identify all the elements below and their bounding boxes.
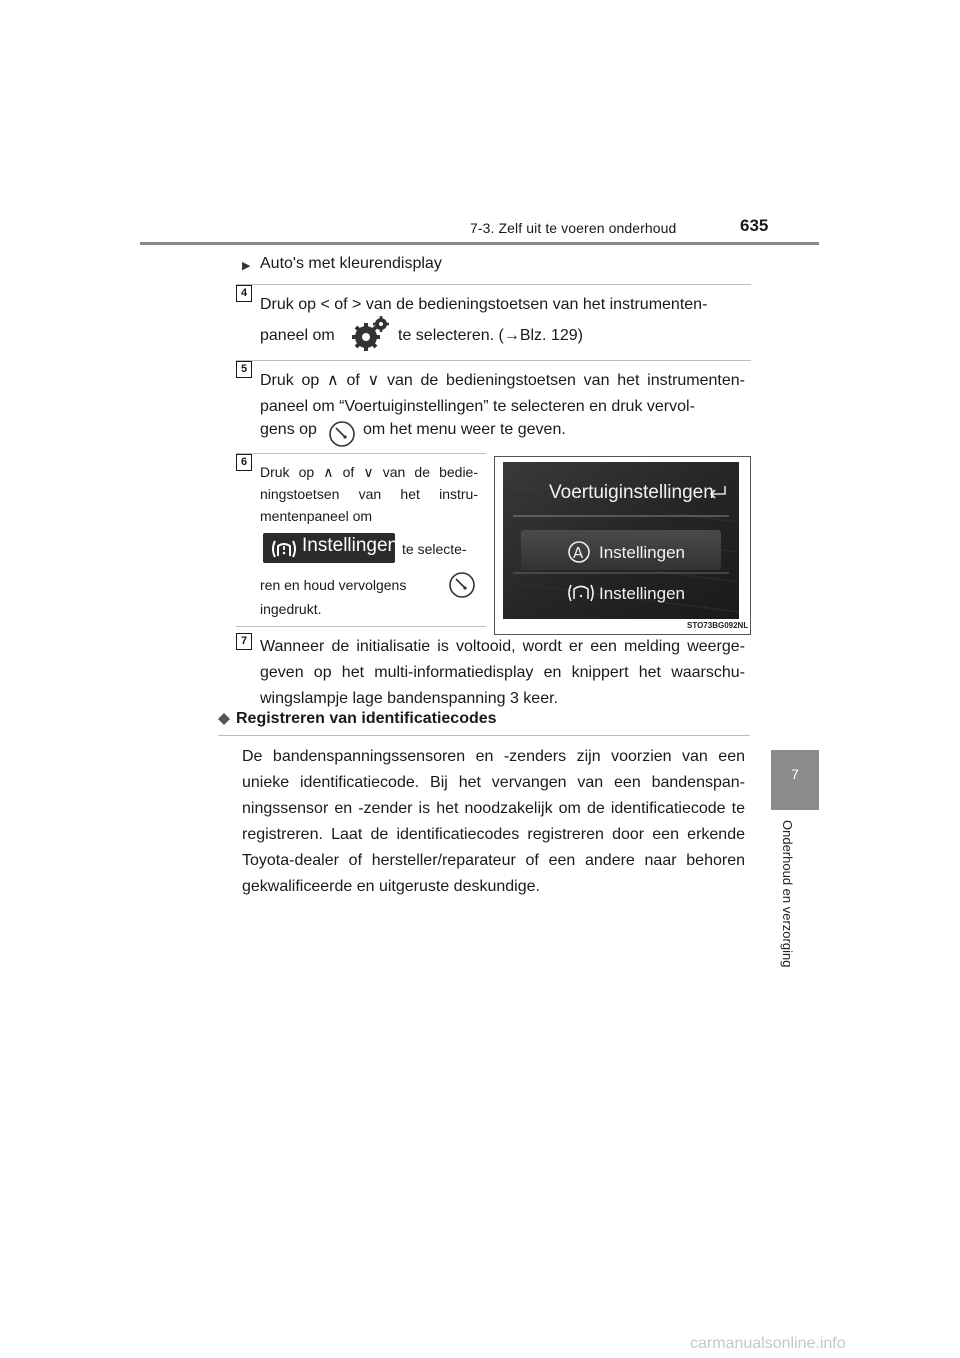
condition-bullet: Auto's met kleurendisplay	[260, 255, 442, 272]
bullet-arrow-icon: ▶	[242, 260, 251, 272]
step-4-text-end: te selecteren. (→Blz. 129)	[398, 327, 583, 344]
step-6-text-cont: te selecte-	[402, 541, 467, 557]
figure-menu-item-auto: Instellingen	[599, 543, 686, 562]
step-4-text: Druk op < of > van de bedieningstoetsen van het instrumenten-	[260, 296, 708, 313]
enter-button-icon	[447, 570, 477, 605]
figure-menu-item-tpms: Instellingen	[599, 584, 686, 603]
chapter-title-vertical: Onderhoud en verzorging	[780, 820, 795, 968]
step-6-text-end: ingedrukt.	[260, 601, 322, 617]
step-rule	[236, 360, 751, 361]
tpms-warning-icon	[270, 538, 298, 565]
step-4-text-cont: paneel om	[260, 327, 335, 344]
step-5-text-end: om het menu weer te geven.	[363, 421, 566, 438]
enter-button-icon	[327, 419, 357, 454]
page-number: 635	[740, 216, 769, 235]
step-number-4: 4	[236, 285, 252, 302]
step-6-text-cont2: ren en houd vervolgens	[260, 577, 407, 593]
step-6-text: Druk op ∧ of ∨ van de bedie-ningstoetsen van het instru-mentenpaneel om	[260, 464, 478, 524]
step-rule	[236, 626, 486, 627]
step-number-5: 5	[236, 361, 252, 378]
section-rule	[218, 735, 750, 736]
figure-code: STO73BG092NL	[687, 621, 749, 630]
svg-text:A: A	[573, 544, 584, 562]
figure-title: Voertuiginstellingen	[549, 482, 714, 503]
step-7-text: Wanneer de initialisatie is voltooid, wordt er een melding weerge-geven op het multi-informatiedisplay en knippert het waarschu-wingslampje lage bandenspanning 3 keer.	[260, 638, 745, 707]
step-5-text-cont: gens op	[260, 421, 317, 438]
step-5-text: Druk op ∧ of ∨ van de bedieningstoetsen van het instrumenten-paneel om “Voertuiginstellingen” te selecteren en druk vervol-	[260, 372, 745, 415]
step-number-6: 6	[236, 454, 252, 471]
chapter-number: 7	[791, 766, 799, 782]
step-rule	[236, 284, 751, 285]
diamond-bullet-icon	[218, 713, 230, 725]
header-rule	[140, 242, 819, 245]
section-paragraph: De bandenspanningssensoren en -zenders zijn voorzien van een unieke identificatiecode. Bij het vervangen van een bandenspan-ningssensor en -zender is het noodzakelijk om de identificatiecode te registreren. Laat de identificatiecodes registreren door een erkende Toyota-dealer of hersteller/reparateur of een andere naar behoren gekwalificeerde en uitgeruste deskundige.	[242, 748, 745, 895]
step-number-7: 7	[236, 633, 252, 650]
instellingen-badge-label: Instellingen	[302, 535, 399, 556]
gear-settings-icon	[350, 315, 390, 358]
section-heading: Registreren van identificatiecodes	[236, 710, 497, 727]
running-header-section: 7-3. Zelf uit te voeren onderhoud	[470, 220, 677, 236]
display-screenshot	[503, 462, 739, 619]
watermark: carmanualsonline.info	[690, 1335, 846, 1352]
step-rule	[236, 453, 486, 454]
